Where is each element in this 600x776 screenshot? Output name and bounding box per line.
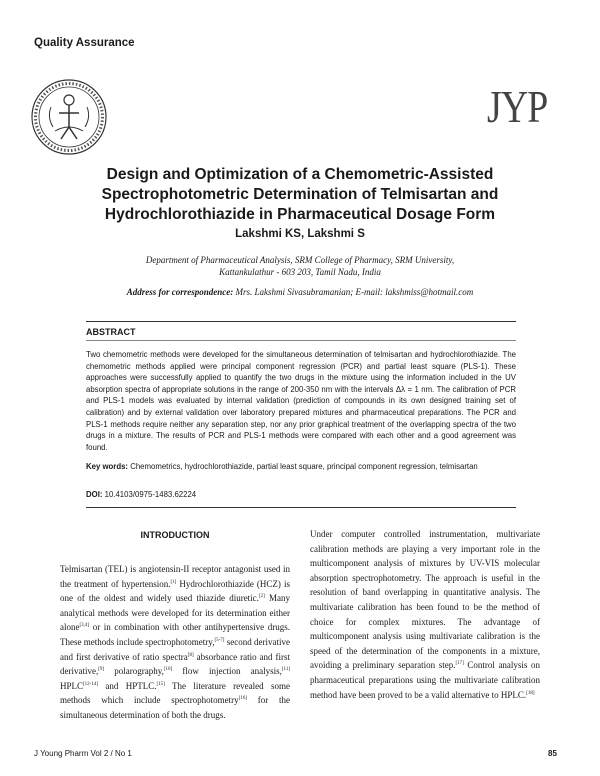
correspondence-label: Address for correspondence: (126, 287, 234, 297)
abstract-heading-rule (86, 340, 516, 341)
section-label: Quality Assurance (34, 37, 135, 49)
authors: Lakshmi KS, Lakshmi S (235, 228, 365, 240)
introduction-heading: INTRODUCTION (140, 530, 210, 540)
abstract-top-rule (86, 321, 516, 322)
journal-seal-logo (29, 77, 109, 157)
abstract-heading: ABSTRACT (86, 327, 136, 337)
introduction-paragraph-1: Telmisartan (TEL) is angiotensin-II receptor antagonist used in the treatment of hypertension.[1] Hydrochlorothiazide (HCZ) is one of the oldest and widely used thiazide diuretic.[2] Many analytical methods were developed for its determination either alone[3,4] or in combination with other antihypertensive drugs. These methods include spectrophotometry,[5-7] second derivative and first derivative of ratio spectra[8] absorbance ratio and first derivative,[9] polarography,[10] flow injection analysis,[11] HPLC[12-14] and HPTLC.[15] The literature revealed some methods which include spectrophotometry[16] for the simultaneous determination of both the drugs. (60, 564, 291, 720)
affiliation (60, 254, 540, 278)
keywords-label: Key words: (86, 462, 129, 471)
doi-value: 10.4103/0975-1483.62224 (102, 490, 197, 499)
affiliation-line-2: Kattankulathur - 603 203, Tamil Nadu, India (219, 267, 381, 277)
journal-mark: JYP (487, 81, 548, 132)
keywords-text: Chemometrics, hydrochlorothiazide, partial least square, principal component regression, telmisartan (128, 462, 478, 471)
article-title: Design and Optimization of a Chemometric-Assisted Spectrophotometric Determination of Telmisartan and Hydrochlorothiazide in Pharmaceutical Dosage Form (101, 166, 499, 223)
keywords (86, 461, 516, 473)
abstract-body: Two chemometric methods were developed for the simultaneous determination of telmisartan and hydrochlorothiazide. The chemometric methods applied were principal component regression (PCR) and partial least square (PLS-1). These approaches were successfully applied to quantify the two drugs in the mixture using the information included in the UV absorption spectra of appropriate solutions in the range of 200-350 nm with the intervals Δλ = 1 nm. The calibration of PCR and PLS-1 models was evaluated by internal validation (prediction of compounds in its own designed training set of calibration) and by external validation over laboratory prepared mixtures and pharmaceutical preparations. The PCR and PLS-1 methods require neither any separation step, nor any prior graphical treatment of the overlapping spectra of the two drugs in a mixture. The results of PCR and PLS-1 methods were compared with each other and a good agreement was found. (86, 350, 516, 452)
correspondence (40, 287, 560, 297)
doi-label: DOI: (86, 490, 103, 499)
footer-journal-ref: J Young Pharm Vol 2 / No 1 (34, 749, 132, 758)
correspondence-text: Mrs. Lakshmi Sivasubramanian; E-mail: lakshmiss@hotmail.com (233, 287, 474, 297)
footer-page-number: 85 (548, 749, 557, 758)
affiliation-line-1: Department of Pharmaceutical Analysis, SRM College of Pharmacy, SRM University, (145, 255, 455, 265)
doi (86, 490, 196, 499)
introduction-paragraph-2: Under computer controlled instrumentation, multivariate calibration methods are playing a very important role in the multicomponent analysis of mixtures by UV-VIS molecular absorption spectrophotometry. The approach is useful in the resolution of band overlapping in quantitative analysis. The multivariate calibration has been found to be the method of choice for complex mixtures. The advantage of multicomponent analysis using multivariate calibration is the speed of the determination of the components in a mixture, avoiding a preliminary separation step.[17] Control analysis on pharmaceutical preparations using the multivariate calibration method have been proved to be a valid alternative to HPLC.[18] (310, 529, 540, 700)
abstract-bottom-rule (86, 507, 516, 508)
